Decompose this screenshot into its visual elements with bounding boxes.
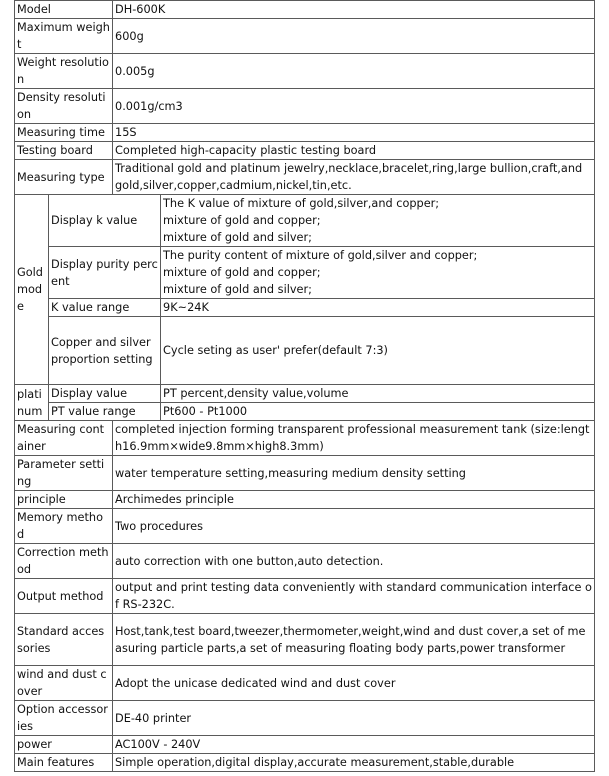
label-density-resolution: Density resolution [15,89,113,124]
row-power [15,736,595,754]
value-power: AC100V - 240V [113,736,595,754]
value-parameter: water temperature setting,measuring medium density setting [113,456,595,491]
row-testing-board [15,142,595,160]
value-accessories: Host,tank,test board,tweezer,thermometer,weight,wind and dust cover,a set of measuring particle parts,a set of measuring floating body parts,power transformer [113,614,595,666]
label-gold-mode: Gold mode [15,195,49,385]
label-pt-display: Display value [49,385,161,403]
value-output: output and print testing data conveniently with standard communication interface of RS-232C. [113,579,595,614]
value-weight-resolution: 0.005g [113,54,595,89]
value-k-range: 9K~24K [161,299,595,317]
label-memory: Memory method [15,509,113,544]
value-memory: Two procedures [113,509,595,544]
value-pt-display: PT percent,density value,volume [161,385,595,403]
label-principle: principle [15,491,113,509]
value-density-resolution: 0.001g/cm3 [113,89,595,124]
row-measuring-time [15,124,595,142]
row-principle [15,491,595,509]
value-wind-cover: Adopt the unicase dedicated wind and dust cover [113,666,595,701]
label-model: Model [15,1,113,19]
value-container: completed injection forming transparent professional measurement tank (size:length16.9mm×wide9.8mm×high8.3mm) [113,421,595,456]
row-option [15,701,595,736]
label-weight-resolution: Weight resolution [15,54,113,89]
value-display-k: The K value of mixture of gold,silver,and copper; mixture of gold and copper; mixture of gold and silver; [161,195,595,247]
value-correction: auto correction with one button,auto detection. [113,544,595,579]
row-memory [15,509,595,544]
row-weight-resolution [15,54,595,89]
row-k-range [15,299,595,317]
row-model [15,1,595,19]
value-principle: Archimedes principle [113,491,595,509]
row-density-resolution [15,89,595,124]
label-platinum: platinum [15,385,49,421]
value-display-purity: The purity content of mixture of gold,silver and copper; mixture of gold and copper; mixture of gold and silver; [161,247,595,299]
label-correction: Correction method [15,544,113,579]
row-max-weight [15,19,595,54]
row-pt-range [15,403,595,421]
row-pt-display [15,385,595,403]
label-measuring-type: Measuring type [15,160,113,195]
spec-table [14,0,595,772]
label-parameter: Parameter setting [15,456,113,491]
row-accessories [15,614,595,666]
value-measuring-time: 15S [113,124,595,142]
label-k-range: K value range [49,299,161,317]
label-testing-board: Testing board [15,142,113,160]
row-output [15,579,595,614]
label-output: Output method [15,579,113,614]
label-features: Main features [15,754,113,772]
label-max-weight: Maximum weight [15,19,113,54]
row-correction [15,544,595,579]
label-power: power [15,736,113,754]
label-container: Measuring container [15,421,113,456]
label-pt-range: PT value range [49,403,161,421]
row-features [15,754,595,772]
label-wind-cover: wind and dust cover [15,666,113,701]
row-container [15,421,595,456]
value-model: DH-600K [113,1,595,19]
value-max-weight: 600g [113,19,595,54]
row-measuring-type [15,160,595,195]
value-testing-board: Completed high-capacity plastic testing board [113,142,595,160]
label-option: Option accessories [15,701,113,736]
label-display-k: Display k value [49,195,161,247]
label-measuring-time: Measuring time [15,124,113,142]
label-accessories: Standard accessories [15,614,113,666]
label-copper-silver: Copper and silver proportion setting [49,317,161,385]
row-display-k [15,195,595,247]
row-copper-silver [15,317,595,385]
row-parameter [15,456,595,491]
value-pt-range: Pt600 - Pt1000 [161,403,595,421]
value-measuring-type: Traditional gold and platinum jewelry,necklace,bracelet,ring,large bullion,craft,and gold,silver,copper,cadmium,nickel,tin,etc. [113,160,595,195]
value-copper-silver: Cycle seting as user' prefer(default 7:3) [161,317,595,385]
row-wind-cover [15,666,595,701]
row-display-purity [15,247,595,299]
value-features: Simple operation,digital display,accurate measurement,stable,durable [113,754,595,772]
value-option: DE-40 printer [113,701,595,736]
label-display-purity: Display purity percent [49,247,161,299]
